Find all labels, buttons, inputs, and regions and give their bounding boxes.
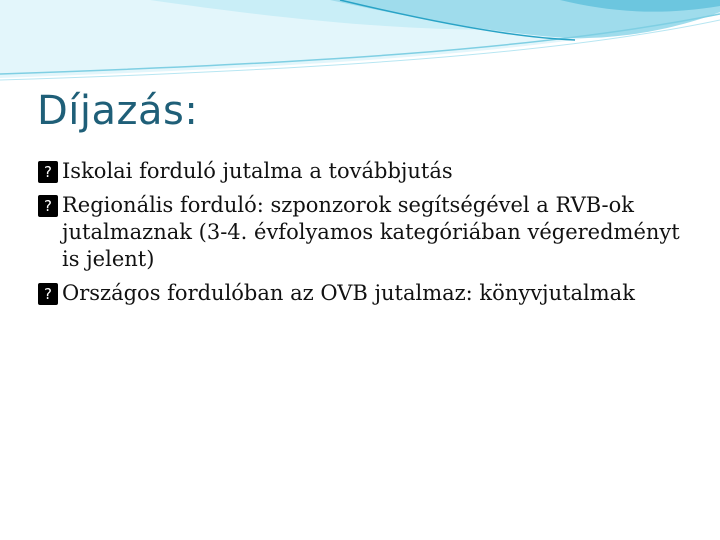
bullet-item xyxy=(38,192,698,273)
bullet-item xyxy=(38,280,698,307)
bullet-glyph-icon: ? xyxy=(38,283,58,305)
bullet-text: Regionális forduló: szponzorok segítségével a RVB-ok jutalmaznak (3-4. évfolyamos kategóriában végeredményt is jelent) xyxy=(62,193,680,271)
bullet-glyph-icon: ? xyxy=(38,161,58,183)
bullet-glyph-icon: ? xyxy=(38,195,58,217)
slide-title: Díjazás: xyxy=(37,88,199,134)
bullet-text: Iskolai forduló jutalma a továbbjutás xyxy=(62,159,453,183)
bullet-text: Országos fordulóban az OVB jutalmaz: könyvjutalmak xyxy=(62,281,635,305)
bullet-list xyxy=(38,158,698,314)
bullet-item xyxy=(38,158,698,185)
header-wave-decoration xyxy=(0,0,720,90)
